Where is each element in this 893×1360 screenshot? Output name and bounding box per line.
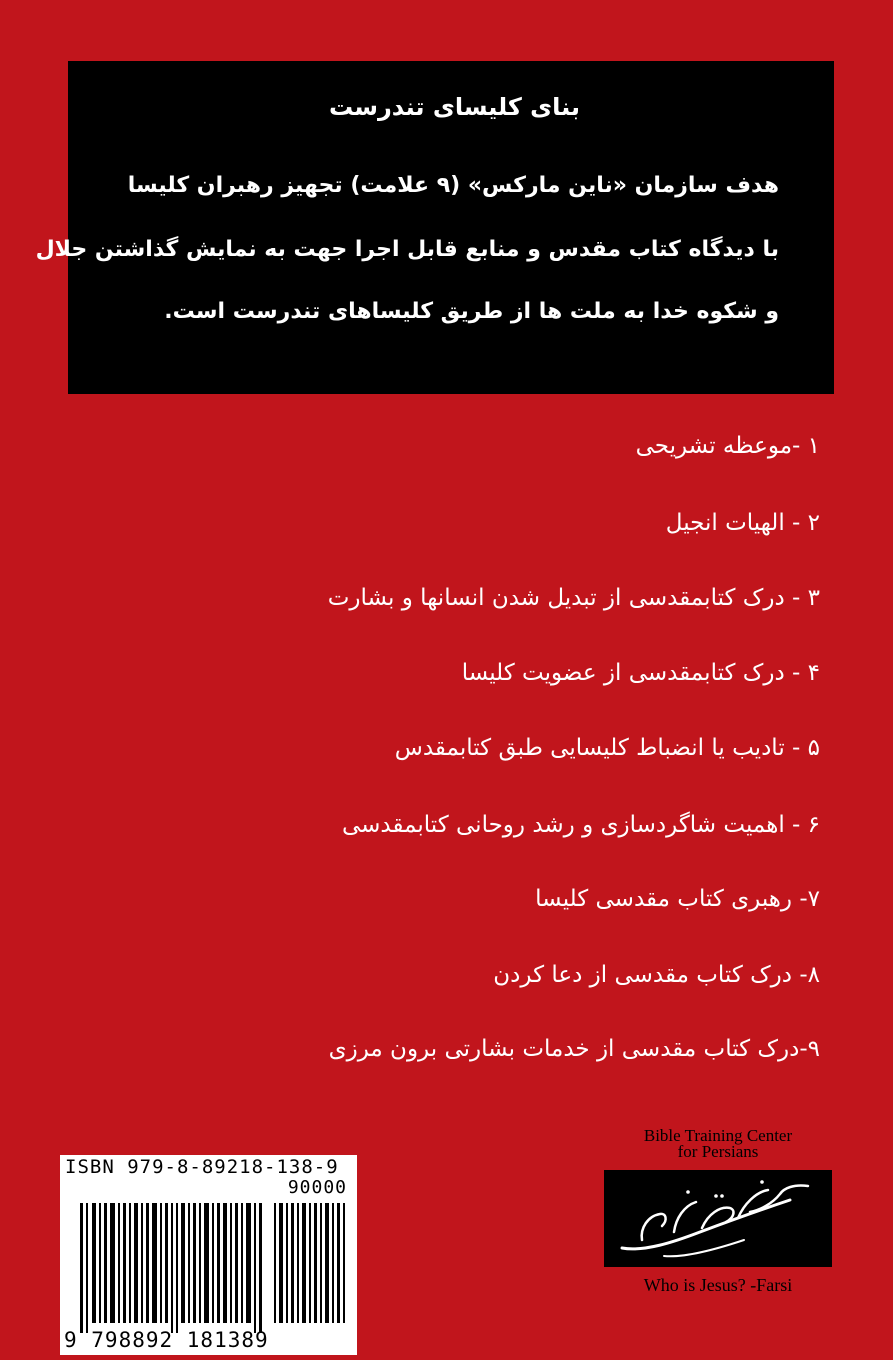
- book-subtitle: Who is Jesus? -Farsi: [643, 1275, 793, 1295]
- intro-line-3: و شکوه خدا به ملت ها از طریق کلیساهای تندرست است.: [164, 299, 779, 324]
- publisher-name: [612, 1128, 824, 1160]
- isbn-text: ISBN 979-8-89218-138-9: [65, 1156, 339, 1178]
- intro-box: [35, 61, 834, 394]
- mark-item-7: ۷- رهبری کتاب مقدسی کلیسا: [535, 886, 820, 912]
- mark-item-3: ۳ - درک کتابمقدسی از تبدیل شدن انسانها و بشارت: [327, 585, 820, 611]
- mark-item-6: ۶ - اهمیت شاگردسازی و رشد روحانی کتابمقدسی: [341, 812, 820, 838]
- mark-item-1: ۱ -موعظه تشریحی: [635, 433, 820, 459]
- mark-item-5: ۵ - تادیب یا انضباط کلیسایی طبق کتابمقدس: [394, 735, 820, 761]
- barcode-label: [60, 1155, 357, 1355]
- publisher-logo: [604, 1170, 832, 1267]
- ean-digits: 9 798892 181389: [64, 1328, 269, 1352]
- intro-line-1: هدف سازمان «ناین مارکس» (۹ علامت) تجهیز رهبران کلیسا: [127, 173, 779, 198]
- publisher-line-1: Bible Training Center: [643, 1126, 793, 1145]
- mark-item-8: ۸- درک کتاب مقدسی از دعا کردن: [493, 962, 820, 988]
- intro-line-2: با دیدگاه کتاب مقدس و منابع قابل اجرا جهت به نمایش گذاشتن جلال: [35, 237, 779, 262]
- publisher-line-2: for Persians: [677, 1142, 759, 1161]
- price-code: 90000: [287, 1177, 347, 1198]
- mark-item-9: ۹-درک کتاب مقدسی از خدمات بشارتی برون مرزی: [328, 1036, 820, 1062]
- mark-item-2: ۲ - الهیات انجیل: [665, 510, 820, 536]
- intro-title: بنای کلیسای تندرست: [328, 93, 580, 121]
- mark-item-4: ۴ - درک کتابمقدسی از عضویت کلیسا: [461, 660, 820, 686]
- calligraphy-logo-icon: [604, 1170, 832, 1267]
